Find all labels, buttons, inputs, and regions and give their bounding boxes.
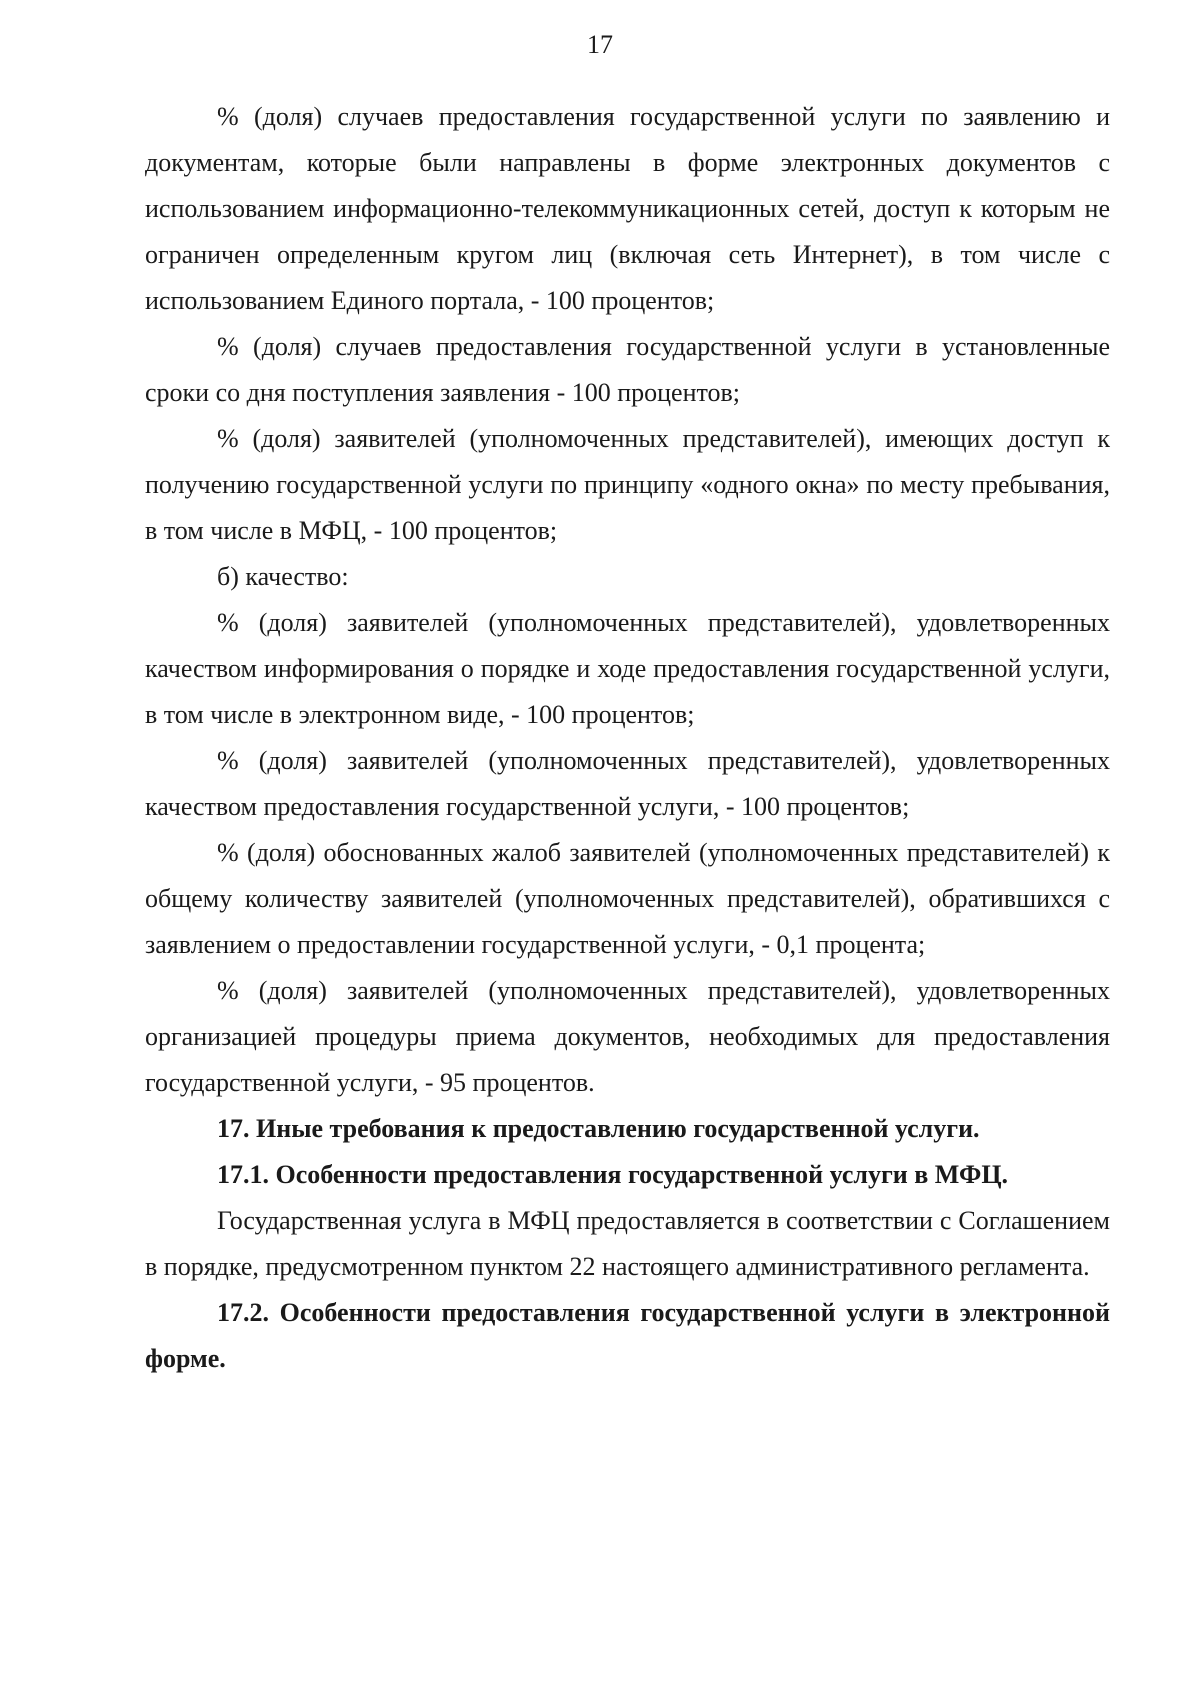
page-number: 17 [587, 30, 613, 59]
paragraph-one-window-share: % (доля) заявителей (уполномоченных представителей), имеющих доступ к получению государственной услуги по принципу «одного окна» по месту пребывания, в том числе в МФЦ, - 100 процентов; [145, 424, 1110, 545]
section-heading-17-2: 17.2. Особенности предоставления государственной услуги в электронной форме. [145, 1298, 1110, 1373]
paragraph-quality-label: б) качество: [217, 562, 349, 591]
paragraph-service-satisfaction: % (доля) заявителей (уполномоченных представителей), удовлетворенных качеством предоставления государственной услуги, - 100 процентов; [145, 746, 1110, 821]
paragraph-reception-satisfaction: % (доля) заявителей (уполномоченных представителей), удовлетворенных организацией процедуры приема документов, необходимых для предоставления государственной услуги, - 95 процентов. [145, 976, 1110, 1097]
section-heading-17-1: 17.1. Особенности предоставления государственной услуги в МФЦ. [217, 1160, 1009, 1189]
paragraph-deadline-share: % (доля) случаев предоставления государственной услуги в установленные сроки со дня поступления заявления - 100 процентов; [145, 332, 1110, 407]
paragraph-mfc-agreement: Государственная услуга в МФЦ предоставляется в соответствии с Соглашением в порядке, предусмотренном пунктом 22 настоящего административного регламента. [145, 1206, 1110, 1281]
page-content [145, 94, 1110, 1382]
paragraph-complaints-share: % (доля) обоснованных жалоб заявителей (уполномоченных представителей) к общему количеству заявителей (уполномоченных представителей), обратившихся с заявлением о предоставлении государственной услуги, - 0,1 процента; [145, 838, 1110, 959]
paragraph-informing-satisfaction: % (доля) заявителей (уполномоченных представителей), удовлетворенных качеством информирования о порядке и ходе предоставления государственной услуги, в том числе в электронном виде, - 100 процентов; [145, 608, 1110, 729]
paragraph-electronic-docs-share: % (доля) случаев предоставления государственной услуги по заявлению и документам, которые были направлены в форме электронных документов с использованием информационно-телекоммуникационных сетей, доступ к которым не ограничен определенным кругом лиц (включая сеть Интернет), в том числе с использованием Единого портала, - 100 процентов; [145, 102, 1110, 315]
section-heading-17: 17. Иные требования к предоставлению государственной услуги. [217, 1114, 980, 1143]
